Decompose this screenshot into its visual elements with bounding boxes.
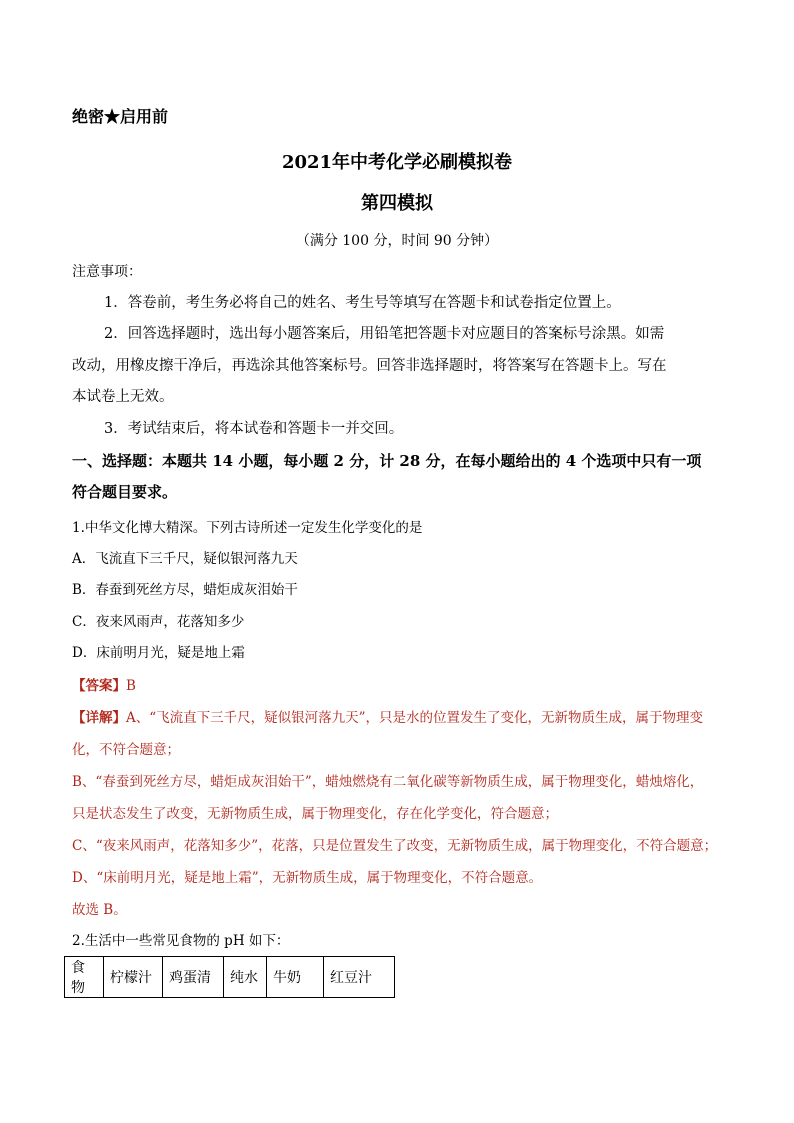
note-item-1: 1．答卷前，考生务必将自己的姓名、考生号等填写在答题卡和试卷指定位置上。 bbox=[104, 295, 621, 311]
confidential-label: 绝密★启用前 bbox=[72, 107, 169, 126]
note-item-2-line-3: 本试卷上无效。 bbox=[72, 389, 174, 405]
table-row bbox=[65, 957, 395, 998]
question-1-option-c: C．夜来风雨声，花落知多少 bbox=[72, 614, 245, 630]
ph-table bbox=[64, 956, 395, 998]
detail-line-a1 bbox=[72, 706, 703, 726]
question-2-stem: 2.生活中一些常见食物的 pH 如下： bbox=[72, 933, 290, 949]
note-item-2-line-1: 2．回答选择题时，选出每小题答案后，用铅笔把答题卡对应题目的答案标号涂黑。如需 bbox=[104, 326, 665, 342]
exam-subtitle: 第四模拟 bbox=[361, 193, 433, 214]
table-cell: 食物 bbox=[65, 957, 104, 998]
question-1-option-d: D．床前明月光，疑是地上霜 bbox=[72, 645, 245, 661]
detail-line-b2: 只是状态发生了改变，无新物质生成，属于物理变化，存在化学变化，符合题意； bbox=[72, 806, 558, 822]
table-cell: 鸡蛋清 bbox=[163, 957, 224, 998]
table-cell: 红豆汁 bbox=[324, 957, 395, 998]
note-item-2-line-2: 改动，用橡皮擦干净后，再选涂其他答案标号。回答非选择题时，将答案写在答题卡上。写在 bbox=[72, 358, 667, 374]
table-cell: 柠檬汁 bbox=[104, 957, 163, 998]
detail-line-a2: 化，不符合题意； bbox=[72, 742, 180, 758]
detail-line-d: D、“床前明月光，疑是地上霜”，无新物质生成，属于物理变化，不符合题意。 bbox=[72, 870, 543, 886]
notes-heading: 注意事项： bbox=[72, 264, 142, 280]
question-1-stem: 1.中华文化博大精深。下列古诗所述一定发生化学变化的是 bbox=[72, 520, 423, 536]
section-heading-line-1: 一、选择题：本题共 14 小题，每小题 2 分，计 28 分，在每小题给出的 4 个选项中只有一项 bbox=[72, 452, 702, 470]
question-1-option-b: B．春蚕到死丝方尽，蜡炬成灰泪始干 bbox=[72, 582, 298, 598]
score-time-info: （满分 100 分，时间 90 分钟） bbox=[295, 233, 499, 249]
answer-label: 【答案】 bbox=[72, 678, 126, 694]
conclusion-line: 故选 B。 bbox=[72, 902, 127, 918]
answer-value: B bbox=[126, 678, 136, 694]
detail-a-text: A、“飞流直下三千尺，疑似银河落九天”，只是水的位置发生了变化，无新物质生成，属于物理变 bbox=[126, 710, 704, 726]
detail-label: 【详解】 bbox=[72, 710, 126, 726]
table-cell: 纯水 bbox=[224, 957, 267, 998]
note-item-3: 3．考试结束后，将本试卷和答题卡一并交回。 bbox=[104, 421, 404, 437]
exam-title: 2021年中考化学必刷模拟卷 bbox=[281, 152, 513, 173]
detail-line-b1: B、“春蚕到死丝方尽，蜡炬成灰泪始干”，蜡烛燃烧有二氧化碳等新物质生成，属于物理变化，蜡烛熔化， bbox=[72, 774, 704, 790]
question-1-option-a: A．飞流直下三千尺，疑似银河落九天 bbox=[72, 551, 298, 567]
table-cell: 牛奶 bbox=[267, 957, 324, 998]
detail-line-c: C、“夜来风雨声，花落知多少”，花落，只是位置发生了改变，无新物质生成，属于物理变化，不符合题意； bbox=[72, 838, 718, 854]
answer-line bbox=[72, 674, 136, 694]
section-heading-line-2: 符合题目要求。 bbox=[72, 483, 178, 501]
